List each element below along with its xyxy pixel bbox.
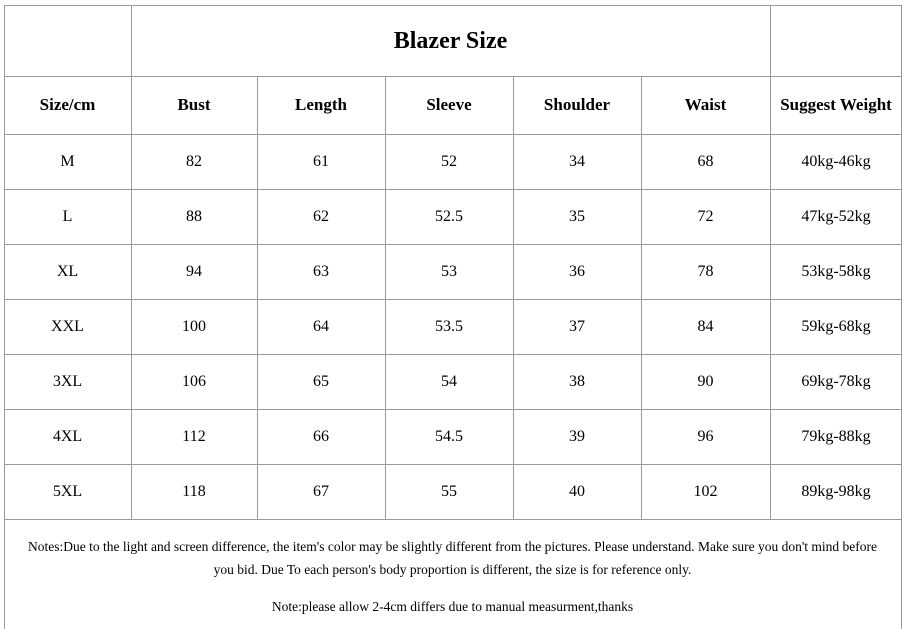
table-cell: 54 bbox=[441, 372, 457, 390]
table-border-right bbox=[901, 5, 902, 629]
table-cell: 106 bbox=[182, 372, 206, 390]
table-cell: XL bbox=[56, 262, 79, 280]
table-cell: 90 bbox=[697, 372, 714, 390]
column-header: Bust bbox=[177, 95, 211, 114]
table-cell: 82 bbox=[186, 152, 202, 170]
column-header: Shoulder bbox=[543, 95, 611, 114]
row-divider bbox=[4, 134, 902, 135]
row-divider bbox=[4, 409, 902, 410]
column-header: Waist bbox=[684, 95, 727, 114]
notes-line-3: Note:please allow 2-4cm differs due to manual measurment,thanks bbox=[271, 599, 634, 614]
table-cell: 53.5 bbox=[435, 317, 463, 335]
row-divider bbox=[4, 464, 902, 465]
table-title: Blazer Size bbox=[393, 27, 508, 54]
table-cell: 88 bbox=[186, 207, 202, 225]
table-cell: L bbox=[62, 207, 73, 225]
table-cell: 55 bbox=[441, 482, 457, 500]
table-cell: 36 bbox=[569, 262, 585, 280]
column-divider bbox=[641, 76, 642, 519]
table-cell: 39 bbox=[569, 427, 585, 445]
table-cell: 52.5 bbox=[435, 207, 463, 225]
row-divider bbox=[4, 189, 902, 190]
notes-line-1: Notes:Due to the light and screen difference, the item's color may be slightly different from the pictures. Please understand. Make sure you don't mind before bbox=[28, 539, 877, 554]
table-cell: 38 bbox=[569, 372, 585, 390]
table-cell: 89kg-98kg bbox=[801, 482, 871, 500]
notes-line-2: you bid. Due To each person's body proportion is different, the size is for reference only. bbox=[213, 562, 692, 577]
table-cell: 40 bbox=[569, 482, 585, 500]
row-divider bbox=[4, 519, 902, 520]
row-divider bbox=[4, 244, 902, 245]
table-cell: 62 bbox=[313, 207, 329, 225]
table-cell: 61 bbox=[313, 152, 329, 170]
table-cell: 4XL bbox=[52, 427, 83, 445]
table-cell: 37 bbox=[569, 317, 585, 335]
column-divider bbox=[131, 76, 132, 519]
table-cell: 59kg-68kg bbox=[801, 317, 871, 335]
row-divider bbox=[4, 354, 902, 355]
table-cell: 54.5 bbox=[435, 427, 463, 445]
table-cell: XXL bbox=[51, 317, 84, 335]
table-cell: 118 bbox=[182, 482, 206, 500]
table-cell: 68 bbox=[697, 152, 714, 170]
table-cell: 65 bbox=[313, 372, 329, 390]
table-border-top bbox=[4, 5, 902, 6]
table-cell: 63 bbox=[313, 262, 329, 280]
table-cell: 79kg-88kg bbox=[801, 427, 871, 445]
column-divider bbox=[770, 76, 771, 519]
column-divider bbox=[513, 76, 514, 519]
table-cell: 94 bbox=[186, 262, 202, 280]
table-cell: 96 bbox=[697, 427, 714, 445]
table-cell: 78 bbox=[697, 262, 714, 280]
title-divider-right bbox=[770, 5, 771, 76]
column-header: Sleeve bbox=[426, 95, 472, 114]
table-cell: 3XL bbox=[52, 372, 83, 390]
table-border-left bbox=[4, 5, 5, 629]
table-cell: 84 bbox=[697, 317, 714, 335]
table-cell: 47kg-52kg bbox=[801, 207, 871, 225]
table-cell: 64 bbox=[313, 317, 329, 335]
table-cell: 34 bbox=[569, 152, 585, 170]
table-cell: 52 bbox=[441, 152, 457, 170]
row-divider bbox=[4, 76, 902, 77]
table-cell: 67 bbox=[313, 482, 329, 500]
row-divider bbox=[4, 299, 902, 300]
column-divider bbox=[257, 76, 258, 519]
table-cell: 102 bbox=[693, 482, 718, 500]
title-divider-left bbox=[131, 5, 132, 76]
table-cell: M bbox=[60, 152, 75, 170]
column-header: Length bbox=[295, 95, 347, 114]
table-cell: 53kg-58kg bbox=[801, 262, 871, 280]
table-cell: 66 bbox=[313, 427, 329, 445]
column-divider bbox=[385, 76, 386, 519]
column-header: Suggest Weight bbox=[780, 95, 892, 114]
column-header: Size/cm bbox=[39, 95, 96, 114]
table-cell: 40kg-46kg bbox=[801, 152, 871, 170]
table-cell: 69kg-78kg bbox=[801, 372, 871, 390]
table-cell: 35 bbox=[569, 207, 585, 225]
table-cell: 100 bbox=[182, 317, 206, 335]
table-cell: 53 bbox=[441, 262, 457, 280]
table-cell: 112 bbox=[182, 427, 206, 445]
table-cell: 5XL bbox=[52, 482, 83, 500]
table-cell: 72 bbox=[697, 207, 714, 225]
